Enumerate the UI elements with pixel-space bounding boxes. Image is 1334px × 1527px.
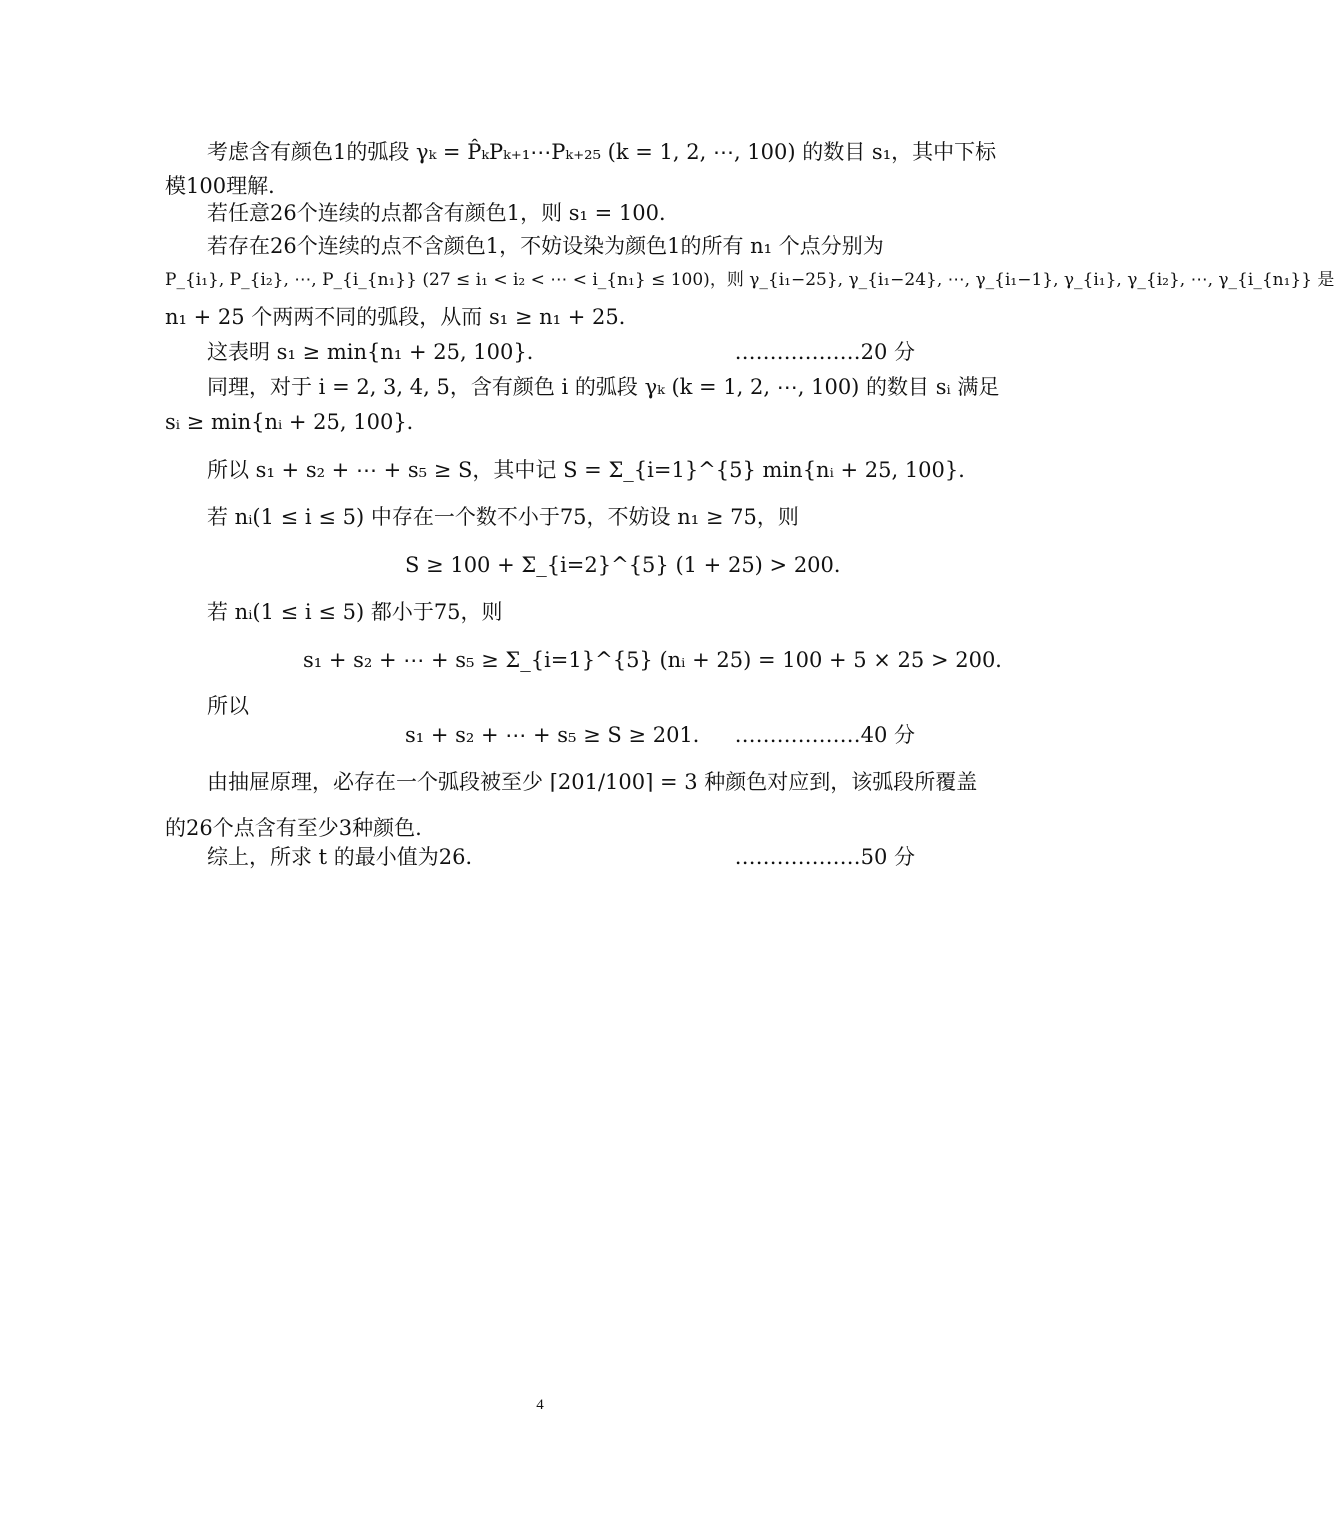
paragraph-line: 若存在26个连续的点不含颜色1，不妨设染为颜色1的所有 n₁ 个点分别为 [207,234,884,258]
paragraph-line: sᵢ ≥ min{nᵢ + 25, 100}． [165,410,428,434]
paragraph-line: n₁ + 25 个两两不同的弧段，从而 s₁ ≥ n₁ + 25． [165,305,640,329]
paragraph-line: 综上，所求 t 的最小值为26． ………………50 分 [0,837,1080,877]
paragraph-line: 由抽屉原理，必存在一个弧段被至少 ⌈201/100⌉ = 3 种颜色对应到，该弧段所覆盖 [207,770,978,794]
formula-line: s₁ + s₂ + ⋯ + s₅ ≥ S ≥ 201． ………………40 分 [0,715,1080,755]
page-number: 4 [536,1397,544,1413]
paragraph-line: 所以 s₁ + s₂ + ⋯ + s₅ ≥ S，其中记 S = Σ_{i=1}^{5} min{nᵢ + 25, 100}． [207,458,980,482]
paragraph-line: 若任意26个连续的点都含有颜色1，则 s₁ = 100． [207,201,680,225]
paragraph-line: 模100理解． [165,174,290,198]
paragraph-line: P_{i₁}, P_{i₂}, ⋯, P_{i_{n₁}} (27 ≤ i₁ < i₂ < ⋯ < i_{n₁} ≤ 100)，则 γ_{i₁−25}, γ_{i₁−24}, ⋯, γ_{i₁−1}, γ_{i₁}, γ_{i₂}, ⋯, γ_{i_{n₁}} 是 [165,270,1334,290]
paragraph-line: 考虑含有颜色1的弧段 γₖ = P̂ₖPₖ₊₁⋯Pₖ₊₂₅ (k = 1, 2, ⋯, 100) 的数目 s₁，其中下标 [207,140,997,164]
paragraph-line: 这表明 s₁ ≥ min{n₁ + 25, 100}． ………………20 分 [0,332,1080,372]
paragraph-line: 所以 [207,694,249,718]
paragraph-line: 若 nᵢ(1 ≤ i ≤ 5) 中存在一个数不小于75，不妨设 n₁ ≥ 75，则 [207,505,799,529]
score-marker: ………………50 分 [734,845,915,869]
paragraph-line: 同理，对于 i = 2, 3, 4, 5，含有颜色 i 的弧段 γₖ (k = 1, 2, ⋯, 100) 的数目 sᵢ 满足 [207,375,1000,399]
paragraph-line: 的26个点含有至少3种颜色. [165,816,422,840]
score-marker: ………………40 分 [734,723,915,747]
score-marker: ………………20 分 [734,340,915,364]
paragraph-line: 若 nᵢ(1 ≤ i ≤ 5) 都小于75，则 [207,600,503,624]
formula-line: S ≥ 100 + Σ_{i=2}^{5} (1 + 25) > 200． [405,553,855,577]
formula-line: s₁ + s₂ + ⋯ + s₅ ≥ Σ_{i=1}^{5} (nᵢ + 25) = 100 + 5 × 25 > 200． [303,648,1017,672]
